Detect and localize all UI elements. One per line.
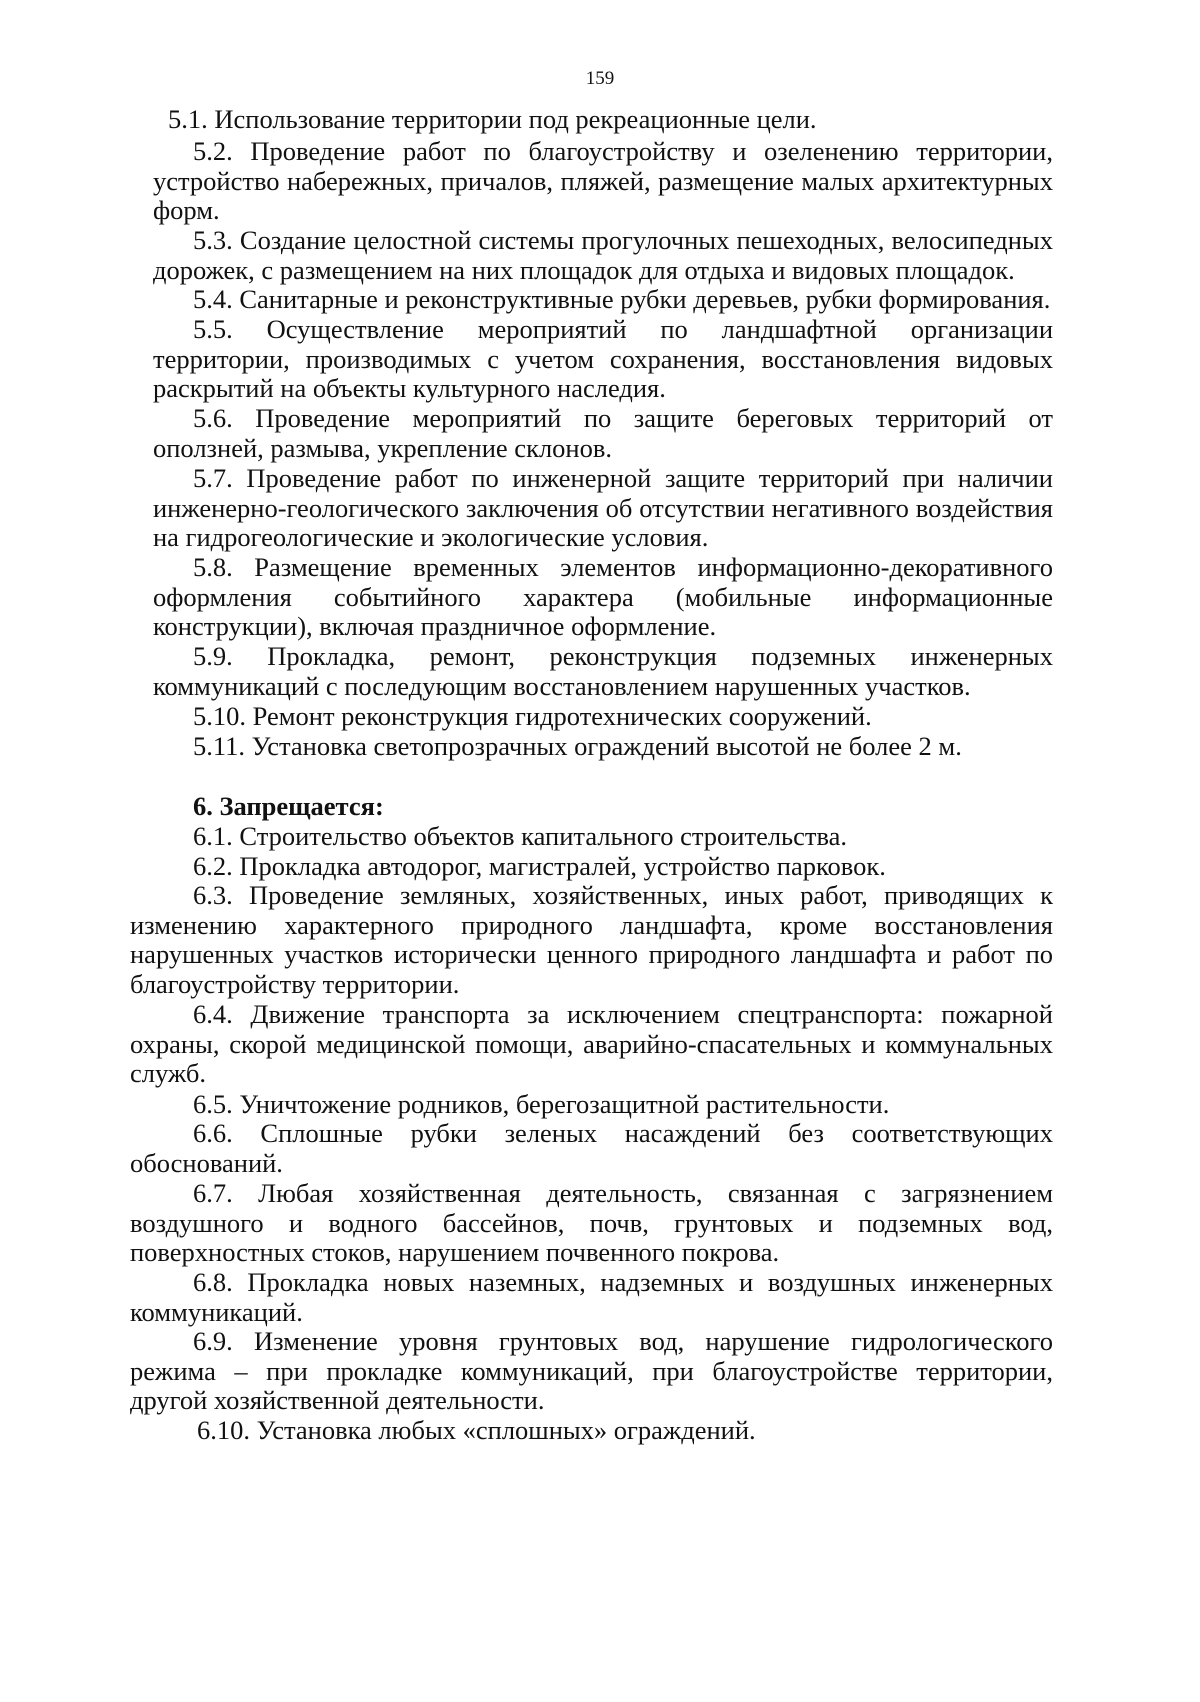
section-5-list-item-5-8-block — [0, 553, 1200, 642]
section-6-item-6-4-block — [0, 1000, 1200, 1089]
section-6-item-6-2-block — [0, 852, 1200, 882]
list-item-5-9: 5.9. Прокладка, ремонт, реконструкция подземных инженерных коммуникаций с последующим восстановлением нарушенных участков. — [153, 641, 1053, 701]
section-6-item-6-1-block — [0, 822, 1200, 852]
list-item-6-2: 6.2. Прокладка автодорог, магистралей, устройство парковок. — [193, 851, 886, 881]
section-5-list — [0, 105, 1200, 135]
section-6-item-6-10-block — [0, 1416, 1200, 1446]
list-item-5-1: 5.1. Использование территории под рекреационные цели. — [168, 104, 817, 134]
section-5-list-item-5-4-block — [0, 285, 1200, 315]
list-item-6-6: 6.6. Сплошные рубки зеленых насаждений без соответствующих обоснований. — [130, 1118, 1053, 1178]
list-item-5-7: 5.7. Проведение работ по инженерной защите территорий при наличии инженерно-геологического заключения об отсутствии негативного воздействия на гидрогеологические и экологические условия. — [153, 463, 1053, 552]
list-item-5-10: 5.10. Ремонт реконструкция гидротехнических сооружений. — [193, 701, 872, 731]
list-item-5-6: 5.6. Проведение мероприятий по защите береговых территорий от оползней, размыва, укрепление склонов. — [153, 403, 1053, 463]
list-item-6-5: 6.5. Уничтожение родников, берегозащитной растительности. — [193, 1089, 890, 1119]
section-6-heading: 6. Запрещается: — [193, 791, 384, 821]
list-item-6-10: 6.10. Установка любых «сплошных» ограждений. — [197, 1415, 756, 1445]
section-5-list-item-5-11-block — [0, 732, 1200, 762]
list-item-5-4: 5.4. Санитарные и реконструктивные рубки деревьев, рубки формирования. — [193, 284, 1051, 314]
section-5-list-item-5-6-block — [0, 404, 1200, 463]
list-item-6-4: 6.4. Движение транспорта за исключением спецтранспорта: пожарной охраны, скорой медицинской помощи, аварийно-спасательных и коммунальных служб. — [130, 999, 1053, 1088]
section-5-list-item-5-5-block — [0, 315, 1200, 404]
list-item-5-2: 5.2. Проведение работ по благоустройству и озеленению территории, устройство набережных, причалов, пляжей, размещение малых архитектурных форм. — [153, 136, 1053, 225]
list-item-5-11: 5.11. Установка светопрозрачных ограждений высотой не более 2 м. — [193, 731, 962, 761]
list-item-6-7: 6.7. Любая хозяйственная деятельность, связанная с загрязнением воздушного и водного бассейнов, почв, грунтовых и подземных вод, поверхностных стоков, нарушением почвенного покрова. — [130, 1178, 1053, 1267]
page-number: 159 — [585, 68, 615, 89]
section-5-list-item-5-9-block — [0, 642, 1200, 701]
list-item-6-3: 6.3. Проведение земляных, хозяйственных, иных работ, приводящих к изменению характерного природного ландшафта, кроме восстановления нарушенных участков исторически ценного природного ландшафта и работ по благоустройству территории. — [130, 880, 1053, 999]
list-item-5-8: 5.8. Размещение временных элементов информационно-декоративного оформления событийного характера (мобильные информационные конструкции), включая праздничное оформление. — [153, 552, 1053, 641]
list-item-5-3: 5.3. Создание целостной системы прогулочных пешеходных, велосипедных дорожек, с размещением на них площадок для отдыха и видовых площадок. — [153, 225, 1053, 285]
section-6-heading-block — [0, 792, 1200, 822]
list-item-5-5: 5.5. Осуществление мероприятий по ландшафтной организации территории, производимых с учетом сохранения, восстановления видовых раскрытий на объекты культурного наследия. — [153, 314, 1053, 403]
section-6-item-6-9-block — [0, 1327, 1200, 1416]
section-6-item-6-8-block — [0, 1268, 1200, 1327]
list-item-6-9: 6.9. Изменение уровня грунтовых вод, нарушение гидрологического режима – при прокладке коммуникаций, при благоустройстве территории, другой хозяйственной деятельности. — [130, 1326, 1053, 1415]
section-5-list-item-5-3-block — [0, 226, 1200, 285]
list-item-6-8: 6.8. Прокладка новых наземных, надземных и воздушных инженерных коммуникаций. — [130, 1267, 1053, 1327]
section-6-item-6-5-block — [0, 1090, 1200, 1120]
section-5-list-item-5-2-block — [0, 137, 1200, 226]
section-5-list-item-5-7-block — [0, 464, 1200, 553]
section-6-item-6-3-block — [0, 881, 1200, 999]
section-5-list-item-5-10-block — [0, 702, 1200, 732]
section-6-item-6-7-block — [0, 1179, 1200, 1268]
list-item-6-1: 6.1. Строительство объектов капитального строительства. — [193, 821, 848, 851]
section-6-item-6-6-block — [0, 1119, 1200, 1178]
